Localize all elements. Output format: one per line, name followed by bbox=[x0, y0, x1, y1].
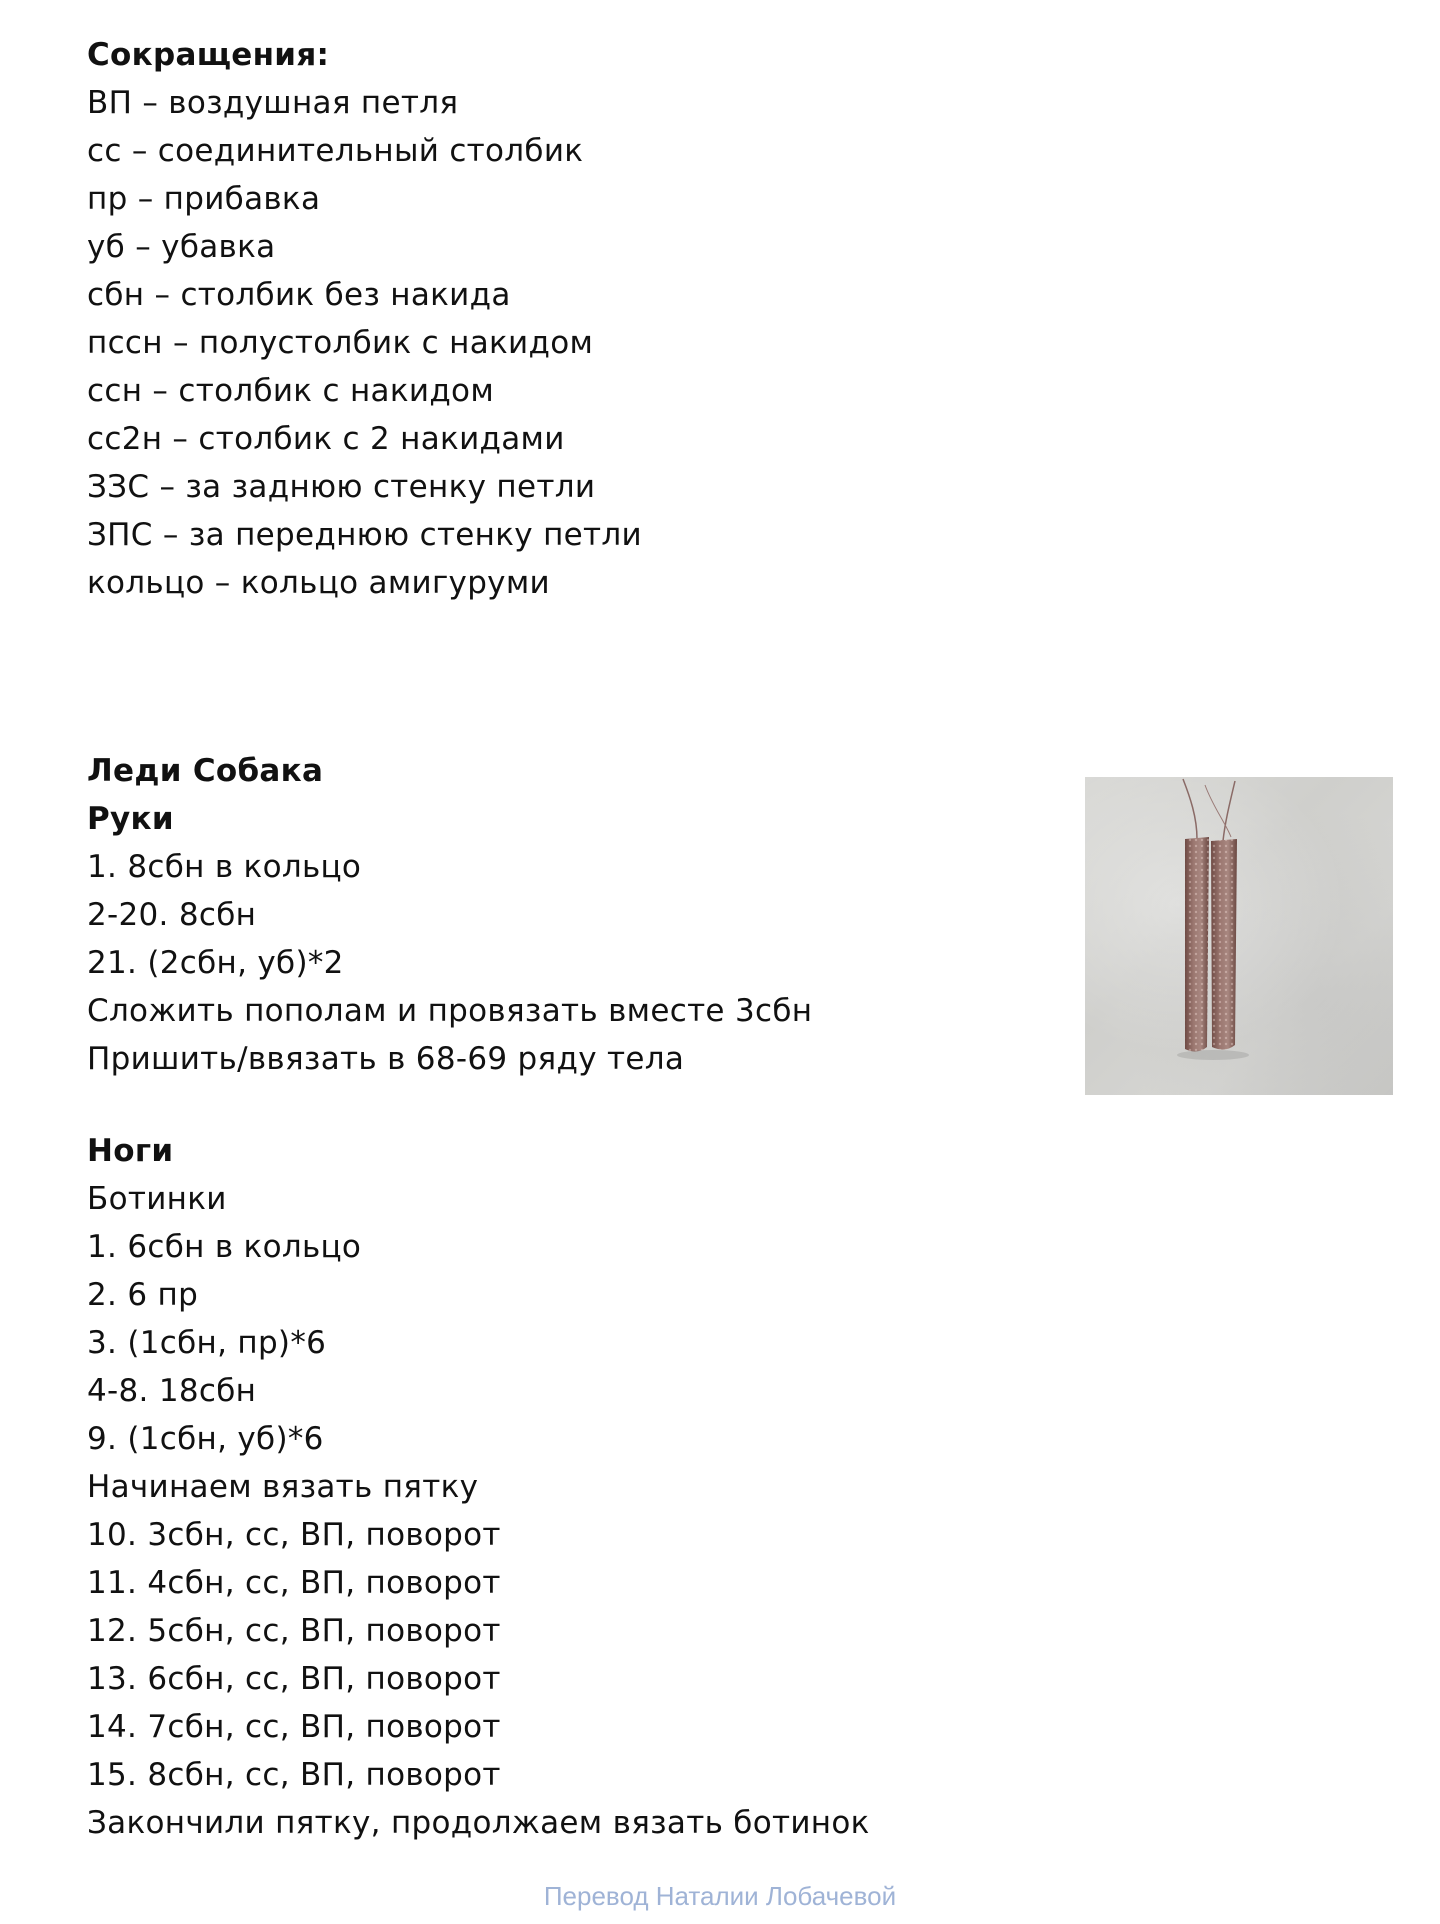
legs-step: Начинаем вязать пятку bbox=[87, 1469, 479, 1505]
legs-step: 2. 6 пр bbox=[87, 1277, 199, 1313]
legs-subheading: Ботинки bbox=[87, 1181, 227, 1217]
legs-step: 9. (1сбн, уб)*6 bbox=[87, 1421, 324, 1457]
abbreviation-item: ЗЗС – за заднюю стенку петли bbox=[87, 469, 596, 505]
arms-section bbox=[87, 747, 812, 1083]
legs-step: 11. 4сбн, сс, ВП, поворот bbox=[87, 1565, 501, 1601]
legs-step: 13. 6сбн, сс, ВП, поворот bbox=[87, 1661, 501, 1697]
abbreviation-item: кольцо – кольцо амигуруми bbox=[87, 565, 550, 601]
crocheted-arms-image bbox=[1085, 777, 1393, 1095]
abbreviation-item: ЗПС – за переднюю стенку петли bbox=[87, 517, 642, 553]
legs-step: 1. 6сбн в кольцо bbox=[87, 1229, 362, 1265]
abbreviation-item: сс – соединительный столбик bbox=[87, 133, 584, 169]
abbreviation-item: пссн – полустолбик с накидом bbox=[87, 325, 594, 361]
legs-step: 14. 7сбн, сс, ВП, поворот bbox=[87, 1709, 501, 1745]
legs-heading: Ноги bbox=[87, 1133, 174, 1169]
abbreviation-item: сс2н – столбик с 2 накидами bbox=[87, 421, 565, 457]
legs-step: 15. 8сбн, сс, ВП, поворот bbox=[87, 1757, 501, 1793]
translator-credit: Перевод Наталии Лобачевой bbox=[543, 1881, 897, 1911]
arms-photo bbox=[1085, 777, 1393, 1095]
abbreviation-item: пр – прибавка bbox=[87, 181, 321, 217]
arms-step: 2-20. 8сбн bbox=[87, 897, 257, 933]
abbreviations-section bbox=[87, 31, 642, 607]
legs-section bbox=[87, 1127, 870, 1847]
arms-heading: Руки bbox=[87, 801, 174, 837]
arms-step: Пришить/ввязать в 68-69 ряду тела bbox=[87, 1041, 685, 1077]
abbreviation-item: сбн – столбик без накида bbox=[87, 277, 511, 313]
abbreviation-item: уб – убавка bbox=[87, 229, 276, 265]
abbreviation-item: ссн – столбик с накидом bbox=[87, 373, 495, 409]
legs-step: Закончили пятку, продолжаем вязать ботинок bbox=[87, 1805, 870, 1841]
arms-step: 21. (2сбн, уб)*2 bbox=[87, 945, 344, 981]
legs-step: 12. 5сбн, сс, ВП, поворот bbox=[87, 1613, 501, 1649]
abbreviations-title: Сокращения: bbox=[87, 37, 330, 73]
abbreviation-item: ВП – воздушная петля bbox=[87, 85, 459, 121]
arms-step: Сложить пополам и провязать вместе 3сбн bbox=[87, 993, 813, 1029]
legs-step: 4-8. 18сбн bbox=[87, 1373, 257, 1409]
pattern-title: Леди Собака bbox=[87, 753, 324, 789]
legs-step: 3. (1сбн, пр)*6 bbox=[87, 1325, 327, 1361]
arms-step: 1. 8сбн в кольцо bbox=[87, 849, 362, 885]
legs-step: 10. 3сбн, сс, ВП, поворот bbox=[87, 1517, 501, 1553]
